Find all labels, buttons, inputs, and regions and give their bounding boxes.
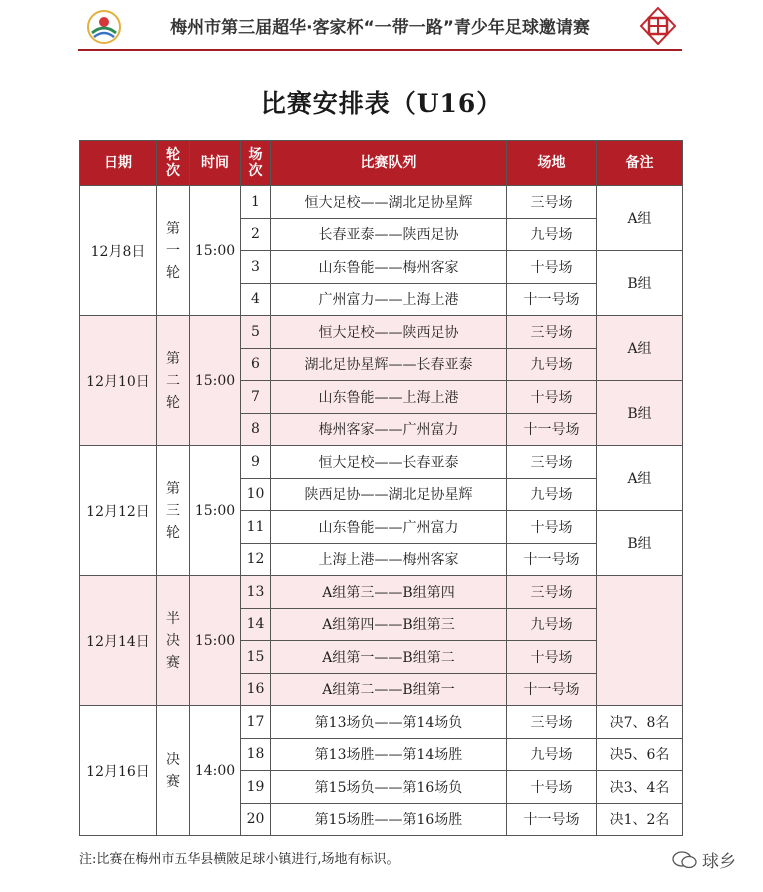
match-no-cell: 1 <box>241 186 271 219</box>
venue-cell: 三号场 <box>507 316 597 349</box>
col-header-venue: 场地 <box>507 141 597 186</box>
time-cell: 15:00 <box>190 576 241 706</box>
teams-cell: 恒大足校——陕西足协 <box>271 316 507 349</box>
round-section <box>80 446 683 576</box>
table-row <box>80 706 683 739</box>
venue-cell: 十号场 <box>507 251 597 284</box>
page-title: 比赛安排表（U16） <box>260 89 503 118</box>
teams-cell: A组第一——B组第二 <box>271 641 507 674</box>
teams-cell: 山东鲁能——梅州客家 <box>271 251 507 284</box>
venue-cell: 三号场 <box>507 446 597 479</box>
teams-cell: 长春亚泰——陕西足协 <box>271 218 507 251</box>
match-no-cell: 10 <box>241 478 271 511</box>
match-no-cell: 20 <box>241 803 271 836</box>
date-cell: 12月8日 <box>80 186 157 316</box>
teams-cell: 恒大足校——长春亚泰 <box>271 446 507 479</box>
schedule-table <box>79 140 683 836</box>
match-no-cell: 9 <box>241 446 271 479</box>
teams-cell: 上海上港——梅州客家 <box>271 543 507 576</box>
teams-cell: 第15场胜——第16场胜 <box>271 803 507 836</box>
wechat-icon <box>672 851 698 869</box>
date-cell: 12月10日 <box>80 316 157 446</box>
round-cell: 第二轮 <box>157 316 190 446</box>
match-no-cell: 18 <box>241 738 271 771</box>
col-header-teams: 比赛队列 <box>271 141 507 186</box>
match-no-cell: 6 <box>241 348 271 381</box>
remark-cell: 决3、4名 <box>597 771 683 804</box>
teams-cell: A组第四——B组第三 <box>271 608 507 641</box>
round-cell: 半决赛 <box>157 576 190 706</box>
col-header-time: 时间 <box>190 141 241 186</box>
venue-cell: 九号场 <box>507 738 597 771</box>
table-row <box>80 446 683 479</box>
col-header-date: 日期 <box>80 141 157 186</box>
group-cell: B组 <box>597 381 683 446</box>
time-cell: 14:00 <box>190 706 241 836</box>
round-section <box>80 706 683 836</box>
group-cell: A组 <box>597 446 683 511</box>
match-no-cell: 5 <box>241 316 271 349</box>
round-cell: 决赛 <box>157 706 190 836</box>
teams-cell: 第13场负——第14场负 <box>271 706 507 739</box>
match-no-cell: 19 <box>241 771 271 804</box>
table-row <box>80 316 683 349</box>
match-no-cell: 3 <box>241 251 271 284</box>
group-cell: A组 <box>597 186 683 251</box>
teams-cell: A组第三——B组第四 <box>271 576 507 609</box>
remark-cell: 决1、2名 <box>597 803 683 836</box>
match-no-cell: 11 <box>241 511 271 544</box>
remark-cell <box>597 576 683 706</box>
teams-cell: 陕西足协——湖北足协星辉 <box>271 478 507 511</box>
match-no-cell: 4 <box>241 283 271 316</box>
time-cell: 15:00 <box>190 446 241 576</box>
time-cell: 15:00 <box>190 316 241 446</box>
header-title: 梅州市第三届超华·客家杯“一带一路”青少年足球邀请赛 <box>170 18 590 38</box>
round-cell: 第一轮 <box>157 186 190 316</box>
venue-cell: 十一号场 <box>507 413 597 446</box>
match-no-cell: 15 <box>241 641 271 674</box>
venue-cell: 十一号场 <box>507 803 597 836</box>
col-header-remark: 备注 <box>597 141 683 186</box>
group-cell: A组 <box>597 316 683 381</box>
sponsor-logo-icon <box>640 7 676 45</box>
match-no-cell: 14 <box>241 608 271 641</box>
venue-cell: 十号场 <box>507 511 597 544</box>
match-no-cell: 13 <box>241 576 271 609</box>
venue-cell: 九号场 <box>507 348 597 381</box>
match-no-cell: 16 <box>241 673 271 706</box>
table-row <box>80 186 683 219</box>
venue-cell: 九号场 <box>507 478 597 511</box>
venue-cell: 十一号场 <box>507 283 597 316</box>
teams-cell: 梅州客家——广州富力 <box>271 413 507 446</box>
teams-cell: 山东鲁能——上海上港 <box>271 381 507 414</box>
venue-cell: 九号场 <box>507 218 597 251</box>
remark-cell: 决7、8名 <box>597 706 683 739</box>
header-divider <box>78 49 682 51</box>
date-cell: 12月14日 <box>80 576 157 706</box>
page-header <box>0 0 763 52</box>
teams-cell: A组第二——B组第一 <box>271 673 507 706</box>
teams-cell: 第13场胜——第14场胜 <box>271 738 507 771</box>
round-section <box>80 316 683 446</box>
date-cell: 12月16日 <box>80 706 157 836</box>
venue-cell: 十号场 <box>507 771 597 804</box>
watermark-text: 球乡 <box>702 852 736 872</box>
col-header-round: 轮次 <box>157 141 190 186</box>
venue-cell: 九号场 <box>507 608 597 641</box>
teams-cell: 恒大足校——湖北足协星辉 <box>271 186 507 219</box>
group-cell: B组 <box>597 511 683 576</box>
match-no-cell: 2 <box>241 218 271 251</box>
time-cell: 15:00 <box>190 186 241 316</box>
table-header-row <box>80 141 683 186</box>
remark-cell: 决5、6名 <box>597 738 683 771</box>
col-header-match-no: 场次 <box>241 141 271 186</box>
footnote: 注:比赛在梅州市五华县横陂足球小镇进行,场地有标识。 <box>79 852 400 867</box>
round-section <box>80 186 683 316</box>
match-no-cell: 12 <box>241 543 271 576</box>
round-cell: 第三轮 <box>157 446 190 576</box>
date-cell: 12月12日 <box>80 446 157 576</box>
venue-cell: 十号场 <box>507 381 597 414</box>
venue-cell: 十一号场 <box>507 543 597 576</box>
round-section <box>80 576 683 706</box>
venue-cell: 十一号场 <box>507 673 597 706</box>
match-no-cell: 8 <box>241 413 271 446</box>
teams-cell: 广州富力——上海上港 <box>271 283 507 316</box>
group-cell: B组 <box>597 251 683 316</box>
venue-cell: 三号场 <box>507 706 597 739</box>
match-no-cell: 7 <box>241 381 271 414</box>
table-row <box>80 576 683 609</box>
venue-cell: 三号场 <box>507 576 597 609</box>
tournament-logo-icon <box>86 9 122 45</box>
match-no-cell: 17 <box>241 706 271 739</box>
venue-cell: 十号场 <box>507 641 597 674</box>
venue-cell: 三号场 <box>507 186 597 219</box>
teams-cell: 湖北足协星辉——长春亚泰 <box>271 348 507 381</box>
teams-cell: 山东鲁能——广州富力 <box>271 511 507 544</box>
teams-cell: 第15场负——第16场负 <box>271 771 507 804</box>
